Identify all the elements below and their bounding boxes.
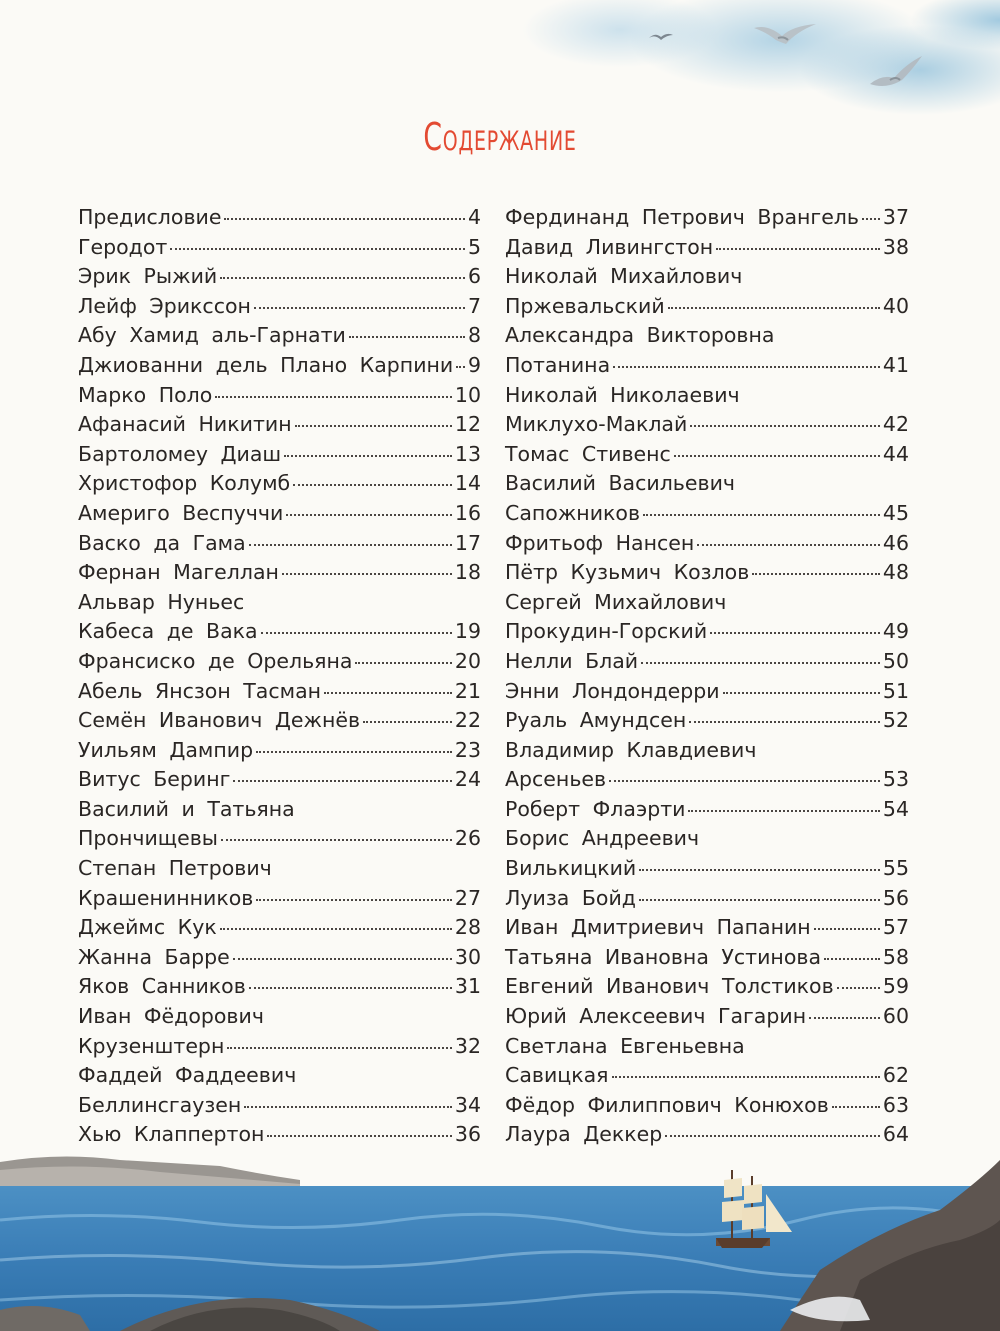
dot-leader: [233, 958, 452, 960]
toc-entry[interactable]: [505, 647, 909, 677]
toc-entry-page: 62: [882, 1063, 909, 1088]
toc-entry[interactable]: [505, 469, 909, 499]
toc-entry-name: Афанасий Никитин: [78, 412, 292, 437]
toc-entry[interactable]: [78, 677, 481, 707]
dot-leader: [688, 810, 879, 812]
toc-entry[interactable]: [505, 203, 909, 233]
toc-entry-name: Фердинанд Петрович Врангель: [505, 205, 859, 229]
toc-entry-page: 59: [882, 974, 909, 999]
toc-entry-name: Абу Хамид аль-Гарнати: [78, 323, 346, 348]
toc-entry[interactable]: [78, 262, 481, 292]
toc-entry-name: Нелли Блай: [505, 648, 639, 673]
toc-entry-page: 26: [454, 826, 481, 851]
dot-leader: [224, 218, 464, 220]
toc-entry-page: 36: [454, 1122, 481, 1147]
dot-leader: [284, 455, 452, 457]
toc-entry[interactable]: [505, 1061, 909, 1091]
toc-entry[interactable]: [78, 943, 481, 973]
dot-leader: [261, 632, 452, 634]
toc-entry-name: Яков Санников: [78, 974, 246, 999]
toc-entry-page: 9: [467, 352, 481, 377]
toc-entry-page: 40: [882, 293, 909, 318]
toc-entry[interactable]: [505, 1002, 909, 1032]
dot-leader: [710, 632, 880, 634]
toc-entry[interactable]: [505, 558, 909, 588]
toc-entry-page: 46: [882, 530, 909, 555]
toc-entry[interactable]: [78, 706, 481, 736]
toc-entry-name: Хью Клаппертон: [78, 1122, 265, 1147]
toc-entry-name: Абель Янсзон Тасман: [78, 678, 322, 703]
toc-entry-page: 54: [882, 796, 909, 821]
toc-entry[interactable]: [505, 321, 909, 351]
toc-entry[interactable]: [78, 558, 481, 588]
toc-entry-page: 64: [882, 1122, 909, 1147]
toc-entry-page: 18: [454, 560, 481, 585]
toc-entry-name: Роберт Флаэрти: [505, 796, 686, 821]
toc-entry[interactable]: [505, 795, 909, 825]
dot-leader: [752, 573, 880, 575]
toc-entry-page: 14: [454, 471, 481, 496]
toc-entry-page: 42: [882, 412, 909, 437]
toc-entry-name: Крашенинников: [78, 885, 254, 910]
toc-entry-name: Николай Николаевич: [505, 382, 740, 407]
dot-leader: [249, 544, 452, 546]
toc-entry-name: Христофор Колумб: [78, 471, 291, 496]
toc-entry-name: Светлана Евгеньевна: [505, 1033, 745, 1058]
seagull-icon: [868, 54, 924, 90]
toc-entry[interactable]: [78, 765, 481, 795]
toc-entry-name: Вилькицкий: [505, 856, 637, 881]
toc-entry-page: 63: [882, 1092, 909, 1117]
toc-entry-name: Прончищевы: [78, 826, 218, 851]
dot-leader: [814, 928, 880, 930]
toc-entry[interactable]: [505, 529, 909, 559]
toc-entry[interactable]: [505, 854, 909, 884]
dot-leader: [723, 692, 880, 694]
dot-leader: [293, 484, 452, 486]
toc-entry-page: 56: [882, 885, 909, 910]
toc-entry-name: Потанина: [505, 352, 611, 377]
toc-entry[interactable]: [78, 381, 481, 411]
toc-entry-page: 51: [882, 678, 909, 703]
toc-entry-name: Сапожников: [505, 500, 641, 525]
toc-entry[interactable]: [78, 321, 481, 351]
dot-leader: [665, 1135, 880, 1137]
toc-entry[interactable]: [505, 824, 909, 854]
toc-entry-page: 7: [467, 293, 481, 318]
dot-leader: [612, 1076, 880, 1078]
dot-leader: [256, 751, 452, 753]
dot-leader: [295, 425, 452, 427]
toc-entry-page: 45: [882, 500, 909, 525]
toc-entry-page: 19: [454, 619, 481, 644]
toc-entry-page: 16: [454, 500, 481, 525]
toc-entry[interactable]: [78, 1032, 481, 1062]
toc-entry[interactable]: [78, 410, 481, 440]
toc-entry[interactable]: [505, 972, 909, 1002]
seagull-icon: [648, 30, 674, 42]
toc-entry[interactable]: [78, 203, 481, 233]
toc-entry[interactable]: [78, 884, 481, 914]
dot-leader: [809, 1017, 880, 1019]
toc-entry-page: 5: [467, 234, 481, 259]
toc-entry-page: 55: [882, 856, 909, 881]
dot-leader: [674, 455, 880, 457]
toc-entry-name: Альвар Нуньес: [78, 589, 245, 614]
toc-entry-name: Арсеньев: [505, 767, 607, 792]
toc-entry-page: 12: [454, 412, 481, 437]
toc-entry-page: 10: [454, 382, 481, 407]
toc-entry-name: Эрик Рыжий: [78, 264, 218, 289]
dot-leader: [639, 869, 880, 871]
toc-entry-page: 50: [882, 648, 909, 673]
toc-entry[interactable]: [78, 529, 481, 559]
toc-entry-page: 34: [454, 1092, 481, 1117]
toc-entry[interactable]: [505, 1091, 909, 1121]
seagull-icon: [752, 22, 818, 48]
dot-leader: [324, 692, 452, 694]
dot-leader: [282, 573, 452, 575]
toc-entry[interactable]: [505, 736, 909, 766]
dot-leader: [256, 899, 452, 901]
toc-entry-name: Франсиско де Орельяна: [78, 648, 353, 673]
toc-entry-name: Жанна Барре: [78, 944, 230, 969]
toc-entry[interactable]: [78, 1091, 481, 1121]
toc-entry-page: 22: [454, 708, 481, 733]
toc-entry-page: 28: [454, 915, 481, 940]
toc-entry-name: Марко Поло: [78, 382, 213, 407]
dot-leader: [837, 987, 880, 989]
toc-entry-page: 30: [454, 944, 481, 969]
toc-entry-name: Витус Беринг: [78, 767, 231, 792]
toc-entry-name: Крузенштерн: [78, 1033, 225, 1058]
toc-entry-name: Джеймс Кук: [78, 915, 217, 940]
toc-entry[interactable]: [78, 351, 481, 381]
toc-entry-name: Джиованни дель Плано Карпини: [78, 352, 454, 377]
dot-leader: [355, 662, 451, 664]
toc-entry[interactable]: [78, 795, 481, 825]
toc-entry[interactable]: [78, 1002, 481, 1032]
dot-leader: [641, 662, 880, 664]
toc-entry[interactable]: [505, 617, 909, 647]
toc-entry[interactable]: [505, 233, 909, 263]
dot-leader: [363, 721, 452, 723]
toc-entry[interactable]: [78, 233, 481, 263]
toc-entry-page: 44: [882, 441, 909, 466]
toc-entry-page: 52: [882, 708, 909, 733]
toc-entry[interactable]: [505, 381, 909, 411]
toc-entry[interactable]: [78, 440, 481, 470]
toc-entry[interactable]: [78, 292, 481, 322]
toc-entry-name: Кабеса де Вака: [78, 619, 258, 644]
toc-entry-name: Пржевальский: [505, 293, 665, 318]
toc-entry-page: 53: [882, 767, 909, 792]
toc-entry-name: Миклухо-Маклай: [505, 412, 688, 437]
toc-entry[interactable]: [78, 469, 481, 499]
dot-leader: [862, 218, 880, 220]
toc-entry[interactable]: [505, 351, 909, 381]
toc-entry[interactable]: [505, 1032, 909, 1062]
toc-entry-name: Васко да Гама: [78, 530, 246, 555]
dot-leader: [690, 425, 880, 427]
toc-entry-name: Савицкая: [505, 1063, 609, 1088]
dot-leader: [716, 248, 880, 250]
toc-entry-name: Фаддей Фаддеевич: [78, 1063, 297, 1088]
toc-entry[interactable]: [505, 292, 909, 322]
toc-entry-name: Бартоломеу Диаш: [78, 441, 282, 466]
toc-entry-name: Степан Петрович: [78, 856, 272, 881]
dot-leader: [824, 958, 880, 960]
toc-entry-name: Предисловие: [78, 205, 222, 229]
toc-entry-name: Татьяна Ивановна Устинова: [505, 944, 822, 969]
toc-entry-page: 58: [882, 944, 909, 969]
dot-leader: [249, 987, 452, 989]
toc-entry-name: Сергей Михайлович: [505, 589, 727, 614]
toc-entry-name: Беллинсгаузен: [78, 1092, 242, 1117]
toc-entry-page: 8: [467, 323, 481, 348]
toc-entry-name: Фернан Магеллан: [78, 560, 279, 585]
dot-leader: [832, 1106, 880, 1108]
toc-entry-name: Лаура Деккер: [505, 1122, 663, 1147]
toc-entry-name: Руаль Амундсен: [505, 708, 687, 733]
toc-entry-name: Пётр Кузьмич Козлов: [505, 560, 750, 585]
toc-entry-name: Луиза Бойд: [505, 885, 636, 910]
toc-entry-page: 27: [454, 885, 481, 910]
dot-leader: [220, 277, 465, 279]
toc-entry-page: 57: [882, 915, 909, 940]
toc-entry-page: 31: [454, 974, 481, 999]
toc-entry-name: Уильям Дампир: [78, 737, 254, 762]
toc-entry-name: Александра Викторовна: [505, 323, 775, 348]
toc-entry-name: Томас Стивенс: [505, 441, 671, 466]
dot-leader: [689, 721, 880, 723]
toc-entry-name: Лейф Эриксcон: [78, 293, 251, 318]
toc-entry-page: 17: [454, 530, 481, 555]
dot-leader: [697, 544, 880, 546]
toc-entry-name: Энни Лондондерри: [505, 678, 720, 703]
toc-entry-name: Иван Дмитриевич Папанин: [505, 915, 811, 940]
toc-entry[interactable]: [505, 440, 909, 470]
toc-entry-name: Василий и Татьяна: [78, 796, 295, 821]
dot-leader: [613, 366, 880, 368]
toc-entry[interactable]: [505, 706, 909, 736]
toc-left-column: [78, 203, 481, 1150]
toc-entry[interactable]: [505, 884, 909, 914]
dot-leader: [227, 1047, 452, 1049]
toc-entry-name: Борис Андреевич: [505, 826, 700, 851]
toc-entry[interactable]: [78, 824, 481, 854]
toc-entry-page: 37: [882, 205, 909, 229]
dot-leader: [220, 928, 452, 930]
toc-entry-page: 20: [454, 648, 481, 673]
toc-entry-name: Фритьоф Нансен: [505, 530, 695, 555]
toc-entry-name: Давид Ливингстон: [505, 234, 714, 259]
toc-right-column: [505, 203, 909, 1150]
dot-leader: [267, 1135, 451, 1137]
toc-entry[interactable]: [505, 499, 909, 529]
toc-entry-name: Прокудин-Горский: [505, 619, 708, 644]
toc-entry-page: 13: [454, 441, 481, 466]
dot-leader: [170, 248, 465, 250]
toc-entry-page: 32: [454, 1033, 481, 1058]
toc-entry-name: Америго Веспуччи: [78, 500, 284, 525]
toc-entry[interactable]: [78, 499, 481, 529]
toc-entry[interactable]: [78, 1061, 481, 1091]
toc-entry-page: 24: [454, 767, 481, 792]
dot-leader: [639, 899, 880, 901]
toc-entry-page: 60: [882, 1004, 909, 1029]
toc-entry-page: 48: [882, 560, 909, 585]
sea-illustration: [0, 1150, 1000, 1331]
dot-leader: [609, 780, 880, 782]
page-title: Содержание: [423, 115, 577, 159]
dot-leader: [254, 307, 465, 309]
dot-leader: [286, 514, 452, 516]
dot-leader: [215, 396, 452, 398]
toc-entry-name: Семён Иванович Дежнёв: [78, 708, 361, 733]
dot-leader: [668, 307, 880, 309]
toc-entry-name: Иван Фёдорович: [78, 1004, 264, 1029]
dot-leader: [244, 1106, 452, 1108]
toc-entry-page: 21: [454, 678, 481, 703]
toc-entry[interactable]: [78, 1120, 481, 1150]
toc-entry[interactable]: [505, 262, 909, 292]
toc-entry-name: Владимир Клавдиевич: [505, 737, 757, 762]
toc-entry[interactable]: [78, 913, 481, 943]
dot-leader: [456, 366, 465, 368]
toc-entry-name: Евгений Иванович Толстиков: [505, 974, 834, 999]
toc-entry[interactable]: [78, 588, 481, 618]
toc-entry[interactable]: [505, 765, 909, 795]
dot-leader: [233, 780, 451, 782]
toc-entry-page: 49: [882, 619, 909, 644]
toc-entry[interactable]: [505, 588, 909, 618]
toc-entry-page: 41: [882, 352, 909, 377]
dot-leader: [643, 514, 880, 516]
toc-entry[interactable]: [78, 736, 481, 766]
toc-entry[interactable]: [505, 913, 909, 943]
toc-entry-name: Юрий Алексеевич Гагарин: [505, 1004, 807, 1029]
toc-entry[interactable]: [78, 617, 481, 647]
toc-entry-page: 6: [467, 264, 481, 289]
toc-entry-page: 38: [882, 234, 909, 259]
toc-entry[interactable]: [505, 677, 909, 707]
dot-leader: [349, 336, 465, 338]
toc-entry-name: Василий Васильевич: [505, 471, 736, 496]
dot-leader: [221, 839, 452, 841]
toc-entry[interactable]: [505, 1120, 909, 1150]
toc-entry-name: Геродот: [78, 234, 168, 259]
toc-entry[interactable]: [78, 647, 481, 677]
toc-entry-page: 4: [467, 205, 481, 229]
toc-entry-name: Николай Михайлович: [505, 264, 743, 289]
toc-entry-name: Фёдор Филиппович Конюхов: [505, 1092, 829, 1117]
toc-entry-page: 23: [454, 737, 481, 762]
toc-entry[interactable]: [78, 854, 481, 884]
toc-entry[interactable]: [505, 410, 909, 440]
toc-entry[interactable]: [78, 972, 481, 1002]
toc-entry[interactable]: [505, 943, 909, 973]
